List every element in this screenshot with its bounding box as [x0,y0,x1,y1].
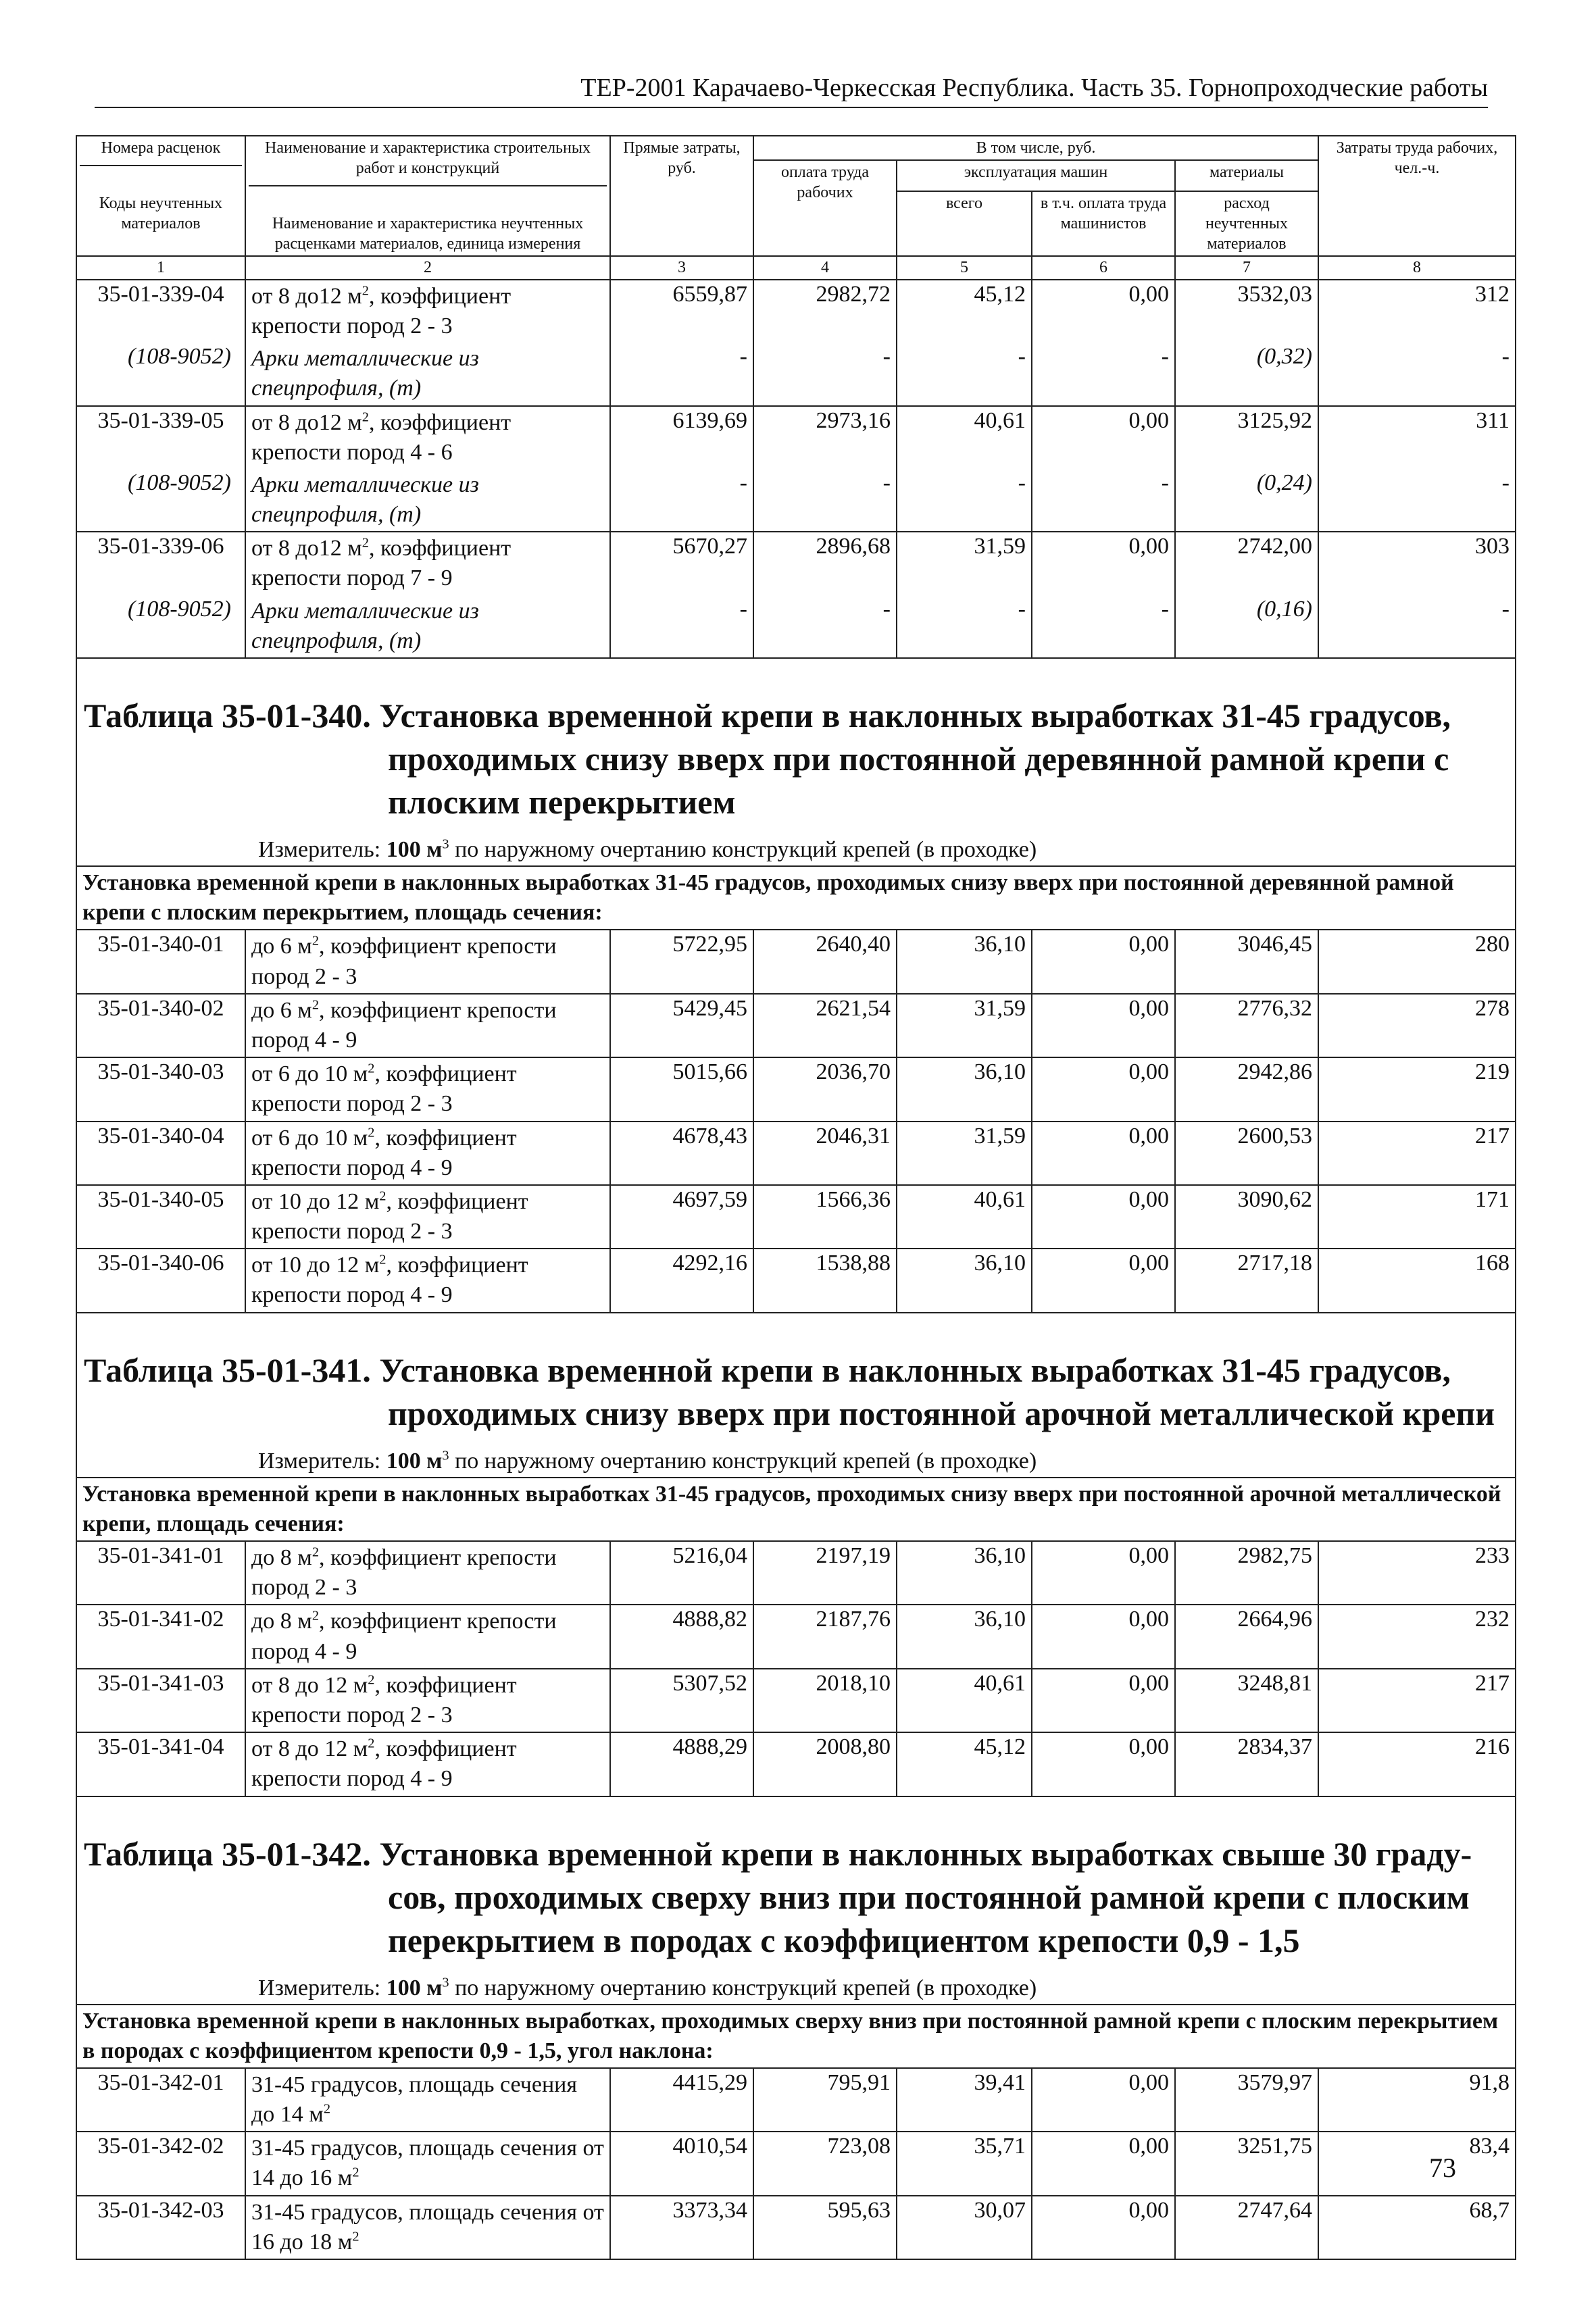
table-row [76,1669,1516,1732]
work-name-text: до 6 м [251,934,312,959]
work-name-text: 31-45 градусов, площадь сечения до 14 м [251,2071,578,2128]
table-title-first: Установка временной крепи в наклонных выработках 31-45 градусов, [370,697,1451,735]
materials-cost: 2717,18 [1175,1249,1318,1312]
empty-dash: - [897,343,1032,405]
wage-cost: 2018,10 [753,1669,897,1732]
operator-wage: 0,00 [1032,1669,1175,1732]
wage-cost: 2982,72 [753,280,897,343]
col6-header: в т.ч. оплата труда машинистов [1032,191,1175,256]
table-row [76,532,1516,595]
measure-exponent: 3 [442,836,449,852]
work-name-text-end: , коэффициент крепости пород 4 - 6 [251,409,512,465]
direct-cost: 4678,43 [610,1122,753,1185]
table-title-rest: сов, проходимых сверху вниз при постоянной рамной крепи с плоским перекрытием в породах с коэффициентом крепости 0,9 - 1,5 [388,1878,1470,1959]
work-name-text-end: , коэффициент крепости пород 4 - 9 [251,1736,517,1792]
machine-cost: 36,10 [897,930,1032,993]
section-intro-row [76,866,1516,930]
table-label: Таблица 35-01-342. [84,1834,371,1873]
machine-cost: 39,41 [897,2068,1032,2132]
material-name [245,469,610,532]
measure-unit [77,1962,1515,2004]
wage-cost: 2621,54 [753,994,897,1057]
unit-exponent: 2 [361,535,369,551]
table-row [76,1541,1516,1605]
work-name-text-end: , коэффициент крепости пород 4 - 9 [251,1609,557,1664]
work-name [245,930,610,993]
material-code: (108-9052) [76,595,245,658]
materials-cost: 2742,00 [1175,532,1318,595]
work-name-text: от 10 до 12 м [251,1188,380,1214]
machine-cost: 45,12 [897,1732,1032,1796]
materials-cost: 3125,92 [1175,406,1318,469]
direct-cost: 5307,52 [610,1669,753,1732]
labor-hours: 168 [1318,1249,1516,1312]
empty-dash: - [753,343,897,405]
rate-code: 35-01-341-04 [76,1732,245,1796]
measure-description: по наружному очертанию конструкций крепей (в проходке) [449,837,1037,863]
operator-wage: 0,00 [1032,2132,1175,2195]
work-name [245,1057,610,1121]
section-title-cell [76,658,1516,866]
direct-cost: 4888,29 [610,1732,753,1796]
operator-wage: 0,00 [1032,994,1175,1057]
work-name-text: от 8 до12 м [251,409,362,435]
operator-wage: 0,00 [1032,1249,1175,1312]
rate-code: 35-01-341-03 [76,1669,245,1732]
work-name [245,2132,610,2195]
work-name-text: 31-45 градусов, площадь сечения от 16 до 18 м [251,2199,604,2255]
empty-dash: - [897,469,1032,532]
work-name-text-end: , коэффициент крепости пород 2 - 3 [251,1672,517,1728]
materials-header: материалы [1175,160,1318,191]
col2-bottom: Наименование и характеристика неучтенных расценками материалов, единица измерения [249,185,607,254]
section-header [76,1313,1516,1478]
table-body [76,136,1516,2259]
machine-cost: 45,12 [897,280,1032,343]
wage-cost: 2008,80 [753,1732,897,1796]
operator-wage: 0,00 [1032,280,1175,343]
rate-code: 35-01-340-01 [76,930,245,993]
table-title-rest: проходимых снизу вверх при постоянной деревянной рамной крепи с плоским перекрытием [388,740,1449,822]
materials-cost: 2664,96 [1175,1605,1318,1668]
work-name-text: от 8 до 12 м [251,1736,368,1762]
materials-cost: 3090,62 [1175,1185,1318,1249]
work-name-text-end: , коэффициент крепости пород 4 - 9 [251,1253,528,1308]
work-name [245,1249,610,1312]
section-intro: Установка временной крепи в наклонных выработках, проходимых сверху вниз при постоянной рамной крепи с плоским перекрытием в породах с коэффициентом крепости 0,9 - 1,5, угол наклона: [76,2005,1516,2068]
work-name-text-end: , коэффициент крепости пород 7 - 9 [251,536,512,591]
materials-cost: 3046,45 [1175,930,1318,993]
materials-cost: 2747,64 [1175,2196,1318,2259]
section-intro-row [76,2005,1516,2068]
materials-cost: 3251,75 [1175,2132,1318,2195]
page-number: 73 [1429,2153,1456,2183]
table-row [76,2132,1516,2195]
materials-cost: 3579,97 [1175,2068,1318,2132]
wage-cost: 1538,88 [753,1249,897,1312]
labor-hours: 219 [1318,1057,1516,1121]
direct-cost: 5670,27 [610,532,753,595]
work-name-text-end: , коэффициент крепости пород 2 - 3 [251,283,512,338]
rate-code: 35-01-339-05 [76,406,245,469]
measure-description: по наружному очертанию конструкций крепей (в проходке) [449,1975,1037,2001]
rate-code: 35-01-341-02 [76,1605,245,1668]
col5-header: всего [897,191,1032,256]
table-row [76,930,1516,993]
work-name-text: от 6 до 10 м [251,1061,368,1087]
table-row [76,1605,1516,1668]
wage-cost: 2046,31 [753,1122,897,1185]
table-row [76,280,1516,343]
machine-cost: 35,71 [897,2132,1032,2195]
rate-code: 35-01-342-02 [76,2132,245,2195]
wage-cost: 595,63 [753,2196,897,2259]
machine-cost: 36,10 [897,1249,1032,1312]
work-name-text-end: , коэффициент крепости пород 4 - 9 [251,1125,517,1180]
measure-value: 100 м [386,1975,443,2001]
unit-exponent: 2 [361,409,369,425]
machine-cost: 30,07 [897,2196,1032,2259]
col3-header: Прямые затраты, руб. [610,136,753,256]
work-name-text-end: , коэффициент крепости пород 2 - 3 [251,1061,517,1117]
section-intro: Установка временной крепи в наклонных выработках 31-45 градусов, проходимых снизу вверх при постоянной деревянной рамной крепи с плоским перекрытием, площадь сечения: [76,866,1516,930]
direct-cost: 5722,95 [610,930,753,993]
unit-exponent: 2 [352,2165,359,2181]
rate-code: 35-01-340-03 [76,1057,245,1121]
empty-dash: - [610,469,753,532]
empty-dash: - [753,469,897,532]
rate-code: 35-01-340-02 [76,994,245,1057]
unit-exponent: 2 [368,1125,375,1140]
unit-exponent: 2 [368,1672,375,1688]
work-name [245,1605,610,1668]
unit-exponent: 2 [379,1252,386,1267]
work-name [245,1541,610,1605]
material-name [245,595,610,658]
material-name-text: Арки металлические из спецпрофиля, (т) [251,346,479,401]
work-name-text-end: , коэффициент крепости пород 2 - 3 [251,1545,557,1601]
empty-dash: - [1318,343,1516,405]
labor-hours: 278 [1318,994,1516,1057]
wage-cost: 1566,36 [753,1185,897,1249]
table-row [76,2068,1516,2132]
work-name-text: от 8 до12 м [251,536,362,561]
unit-exponent: 2 [323,2101,331,2117]
rate-code: 35-01-339-06 [76,532,245,595]
labor-hours: 303 [1318,532,1516,595]
work-name [245,1122,610,1185]
direct-cost: 4697,59 [610,1185,753,1249]
materials-cost: 2942,86 [1175,1057,1318,1121]
operator-wage: 0,00 [1032,1732,1175,1796]
section-title [77,1797,1515,1962]
work-name-text: до 6 м [251,997,312,1023]
empty-dash: - [1318,595,1516,658]
col2-header [245,136,610,256]
measure-unit [77,824,1515,865]
work-name [245,1185,610,1249]
material-name-text: Арки металлические из спецпрофиля, (т) [251,472,479,528]
machine-cost: 36,10 [897,1057,1032,1121]
material-amount: (0,16) [1175,595,1318,658]
table-row [76,1057,1516,1121]
empty-dash: - [610,343,753,405]
rate-code: 35-01-339-04 [76,280,245,343]
direct-cost: 6559,87 [610,280,753,343]
work-name-text-end: , коэффициент крепости пород 4 - 9 [251,997,557,1053]
col4-header: оплата труда рабочих [753,160,897,256]
rate-code: 35-01-340-05 [76,1185,245,1249]
direct-cost: 4292,16 [610,1249,753,1312]
wage-cost: 2187,76 [753,1605,897,1668]
labor-hours: 233 [1318,1541,1516,1605]
work-name [245,1669,610,1732]
unit-exponent: 2 [311,997,320,1013]
materials-cost: 2982,75 [1175,1541,1318,1605]
materials-cost: 3248,81 [1175,1669,1318,1732]
table-title-rest: проходимых снизу вверх при постоянной арочной металлической крепи [388,1394,1495,1432]
measure-label: Измеритель: [258,1975,386,2001]
machine-cost: 40,61 [897,1185,1032,1249]
unit-exponent: 2 [379,1188,386,1204]
colnum-2: 2 [245,256,610,280]
work-name [245,2068,610,2132]
work-name-text: от 8 до 12 м [251,1672,368,1698]
wage-cost: 2896,68 [753,532,897,595]
work-name [245,280,610,343]
table-row [76,1185,1516,1249]
measure-label: Измеритель: [258,837,386,863]
price-table [76,135,1516,2260]
unit-exponent: 2 [311,1609,320,1624]
colnum-3: 3 [610,256,753,280]
material-row [76,595,1516,658]
materials-cost: 3532,03 [1175,280,1318,343]
measure-label: Измеритель: [258,1448,386,1474]
unit-exponent: 2 [311,934,320,949]
material-amount: (0,32) [1175,343,1318,405]
work-name-text: от 8 до12 м [251,283,362,309]
colnum-6: 6 [1032,256,1175,280]
wage-cost: 2640,40 [753,930,897,993]
empty-dash: - [1032,343,1175,405]
direct-cost: 3373,34 [610,2196,753,2259]
work-name [245,406,610,469]
col8-header: Затраты труда рабочих, чел.-ч. [1318,136,1516,256]
exploitation-header: эксплуатация машин [897,160,1175,191]
empty-dash: - [753,595,897,658]
direct-cost: 5429,45 [610,994,753,1057]
col7-header: расход неучтенных материалов [1175,191,1318,256]
direct-cost: 4010,54 [610,2132,753,2195]
section-intro: Установка временной крепи в наклонных выработках 31-45 градусов, проходимых снизу вверх при постоянной арочной металлической крепи, площадь сечения: [76,1478,1516,1541]
empty-dash: - [1318,469,1516,532]
colnum-1: 1 [76,256,245,280]
operator-wage: 0,00 [1032,1057,1175,1121]
section-header [76,1796,1516,2005]
machine-cost: 36,10 [897,1605,1032,1668]
rate-code: 35-01-342-03 [76,2196,245,2259]
wage-cost: 2197,19 [753,1541,897,1605]
document-body [76,135,1515,2260]
table-title-first: Установка временной крепи в наклонных выработках 31-45 градусов, [370,1351,1451,1389]
wage-cost: 795,91 [753,2068,897,2132]
col2-top: Наименование и характеристика строительных работ и конструкций [265,139,591,177]
work-name-text: 31-45 градусов, площадь сечения от 14 до 16 м [251,2136,604,2191]
work-name [245,2196,610,2259]
table-title-first: Установка временной крепи в наклонных выработках свыше 30 граду- [370,1834,1472,1873]
col1-top: Номера расценок [101,139,221,157]
operator-wage: 0,00 [1032,406,1175,469]
work-name [245,532,610,595]
table-row [76,1249,1516,1312]
column-numbers-row [76,256,1516,280]
machine-cost: 40,61 [897,406,1032,469]
operator-wage: 0,00 [1032,2068,1175,2132]
table-row [76,1732,1516,1796]
work-name [245,1732,610,1796]
measure-description: по наружному очертанию конструкций крепей (в проходке) [449,1448,1037,1474]
material-amount: (0,24) [1175,469,1318,532]
material-code: (108-9052) [76,469,245,532]
header-row-1 [76,136,1516,160]
labor-hours: 280 [1318,930,1516,993]
work-name-text-end: , коэффициент крепости пород 2 - 3 [251,934,557,989]
group-header: В том числе, руб. [753,136,1318,160]
work-name-text: от 10 до 12 м [251,1253,380,1278]
machine-cost: 31,59 [897,1122,1032,1185]
direct-cost: 6139,69 [610,406,753,469]
wage-cost: 2973,16 [753,406,897,469]
section-title-cell [76,1313,1516,1478]
machine-cost: 31,59 [897,532,1032,595]
wage-cost: 2036,70 [753,1057,897,1121]
work-name-text: до 8 м [251,1609,312,1634]
section-title [77,1313,1515,1435]
direct-cost: 5015,66 [610,1057,753,1121]
colnum-8: 8 [1318,256,1516,280]
colnum-4: 4 [753,256,897,280]
operator-wage: 0,00 [1032,1122,1175,1185]
labor-hours: 83,4 [1318,2132,1516,2195]
table-row [76,1122,1516,1185]
measure-exponent: 3 [442,1975,449,1990]
rate-code: 35-01-340-04 [76,1122,245,1185]
direct-cost: 4888,82 [610,1605,753,1668]
materials-cost: 2600,53 [1175,1122,1318,1185]
material-code: (108-9052) [76,343,245,405]
section-title-cell [76,1796,1516,2005]
operator-wage: 0,00 [1032,532,1175,595]
section-intro-row [76,1478,1516,1541]
col1-header [76,136,245,256]
machine-cost: 40,61 [897,1669,1032,1732]
wage-cost: 723,08 [753,2132,897,2195]
operator-wage: 0,00 [1032,1605,1175,1668]
work-name-text: от 6 до 10 м [251,1125,368,1151]
labor-hours: 311 [1318,406,1516,469]
unit-exponent: 2 [368,1736,375,1751]
work-name-text-end: , коэффициент крепости пород 2 - 3 [251,1188,528,1244]
empty-dash: - [897,595,1032,658]
operator-wage: 0,00 [1032,930,1175,993]
measure-exponent: 3 [442,1448,449,1463]
material-row [76,469,1516,532]
operator-wage: 0,00 [1032,1185,1175,1249]
machine-cost: 36,10 [897,1541,1032,1605]
empty-dash: - [1032,595,1175,658]
work-name [245,994,610,1057]
unit-exponent: 2 [311,1544,320,1560]
labor-hours: 68,7 [1318,2196,1516,2259]
labor-hours: 171 [1318,1185,1516,1249]
empty-dash: - [610,595,753,658]
direct-cost: 4415,29 [610,2068,753,2132]
rate-code: 35-01-340-06 [76,1249,245,1312]
materials-cost: 2776,32 [1175,994,1318,1057]
table-label: Таблица 35-01-340. [84,697,371,735]
unit-exponent: 2 [368,1061,375,1076]
work-name-text: до 8 м [251,1545,312,1571]
measure-unit [77,1435,1515,1477]
col1-bottom: Коды неучтенных материалов [80,165,242,234]
material-name-text: Арки металлические из спецпрофиля, (т) [251,598,479,653]
table-row [76,406,1516,469]
measure-value: 100 м [386,1448,443,1474]
section-title [77,659,1515,824]
rate-code: 35-01-342-01 [76,2068,245,2132]
colnum-5: 5 [897,256,1032,280]
operator-wage: 0,00 [1032,2196,1175,2259]
measure-value: 100 м [386,837,443,863]
unit-exponent: 2 [352,2229,359,2244]
machine-cost: 31,59 [897,994,1032,1057]
material-row [76,343,1516,405]
material-name [245,343,610,405]
empty-dash: - [1032,469,1175,532]
labor-hours: 232 [1318,1605,1516,1668]
unit-exponent: 2 [361,283,369,299]
page-header: ТЕР-2001 Карачаево-Черкесская Республика. Часть 35. Горнопроходческие работы [95,73,1488,108]
materials-cost: 2834,37 [1175,1732,1318,1796]
rate-code: 35-01-341-01 [76,1541,245,1605]
table-row [76,994,1516,1057]
labor-hours: 91,8 [1318,2068,1516,2132]
operator-wage: 0,00 [1032,1541,1175,1605]
labor-hours: 216 [1318,1732,1516,1796]
table-label: Таблица 35-01-341. [84,1351,371,1389]
direct-cost: 5216,04 [610,1541,753,1605]
labor-hours: 217 [1318,1122,1516,1185]
labor-hours: 217 [1318,1669,1516,1732]
labor-hours: 312 [1318,280,1516,343]
colnum-7: 7 [1175,256,1318,280]
section-header [76,658,1516,866]
table-row [76,2196,1516,2259]
